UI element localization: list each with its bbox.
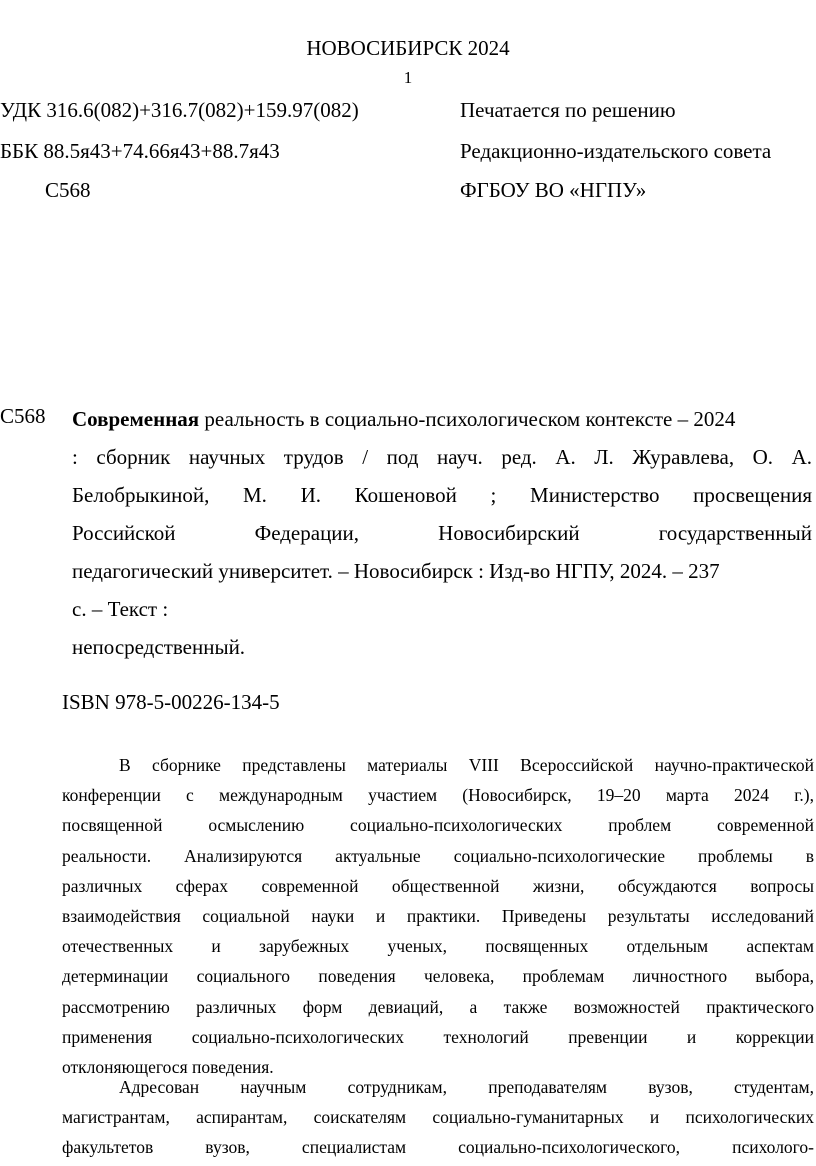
biblio-title-rest: реальность в социально-психологическом контексте – 2024: [199, 407, 736, 431]
annotation-line: В сборнике представлены материалы VIII Всероссийской научно-практической: [119, 755, 814, 775]
imprint-line-1: Печатается по решению: [460, 98, 676, 122]
author-mark: С568: [45, 178, 91, 202]
isbn: ISBN 978-5-00226-134-5: [62, 690, 280, 714]
annotation-line: Адресован научным сотрудникам, преподавателям вузов, студентам,: [119, 1077, 814, 1097]
biblio-line: с. – Текст :: [72, 597, 169, 621]
biblio-line: : сборник научных трудов / под науч. ред. А. Л. Журавлева, О. А.: [72, 445, 812, 469]
annotation-line: применения социально-психологических технологий превенции и коррекции: [62, 1026, 814, 1047]
bibliographic-description: [72, 404, 812, 670]
page-number: 1: [403, 68, 413, 87]
udk-code: УДК 316.6(082)+316.7(082)+159.97(082): [0, 98, 359, 122]
annotation-paragraph-1: [62, 753, 814, 1085]
biblio-title-bold: Современная: [72, 407, 200, 431]
annotation-line: отечественных и зарубежных ученых, посвященных отдельным аспектам: [62, 936, 814, 957]
annotation-line: посвященной осмыслению социально-психологических проблем современной: [62, 815, 814, 836]
biblio-line: [72, 404, 812, 442]
annotation-line: рассмотрению различных форм девиаций, а также возможностей практического: [62, 996, 814, 1017]
annotation-line: реальности. Анализируются актуальные социально-психологические проблемы в: [62, 845, 814, 866]
city-year-header: НОВОСИБИРСК 2024: [306, 36, 510, 60]
annotation-line: магистрантам, аспирантам, соискателям социально-гуманитарных и психологических: [62, 1107, 814, 1128]
biblio-line: Российской Федерации, Новосибирский государственный: [72, 521, 812, 545]
bibliographic-code: С568: [0, 404, 46, 428]
annotation-line: детерминации социального поведения человека, проблемам личностного выбора,: [62, 966, 814, 987]
biblio-line: непосредственный.: [72, 635, 246, 659]
annotation-paragraph-2: [62, 1075, 814, 1166]
biblio-line: Белобрыкиной, М. И. Кошеновой ; Министерство просвещения: [72, 483, 812, 507]
annotation-line: различных сферах современной общественной жизни, обсуждаются вопросы: [62, 875, 814, 896]
imprint-line-2: Редакционно-издательского совета: [460, 139, 772, 163]
bbk-code: ББК 88.5я43+74.66я43+88.7я43: [0, 139, 280, 163]
imprint-line-3: ФГБОУ ВО «НГПУ»: [460, 178, 647, 202]
annotation-line: отклоняющегося поведения.: [62, 1056, 274, 1077]
biblio-line: педагогический университет. – Новосибирск : Изд-во НГПУ, 2024. – 237: [72, 559, 720, 583]
annotation-line: факультетов вузов, специалистам социально-психологического, психолого-: [62, 1137, 814, 1158]
annotation-line: взаимодействия социальной науки и практики. Приведены результаты исследований: [62, 905, 814, 926]
annotation-line: конференции с международным участием (Новосибирск, 19–20 марта 2024 г.),: [62, 785, 814, 806]
